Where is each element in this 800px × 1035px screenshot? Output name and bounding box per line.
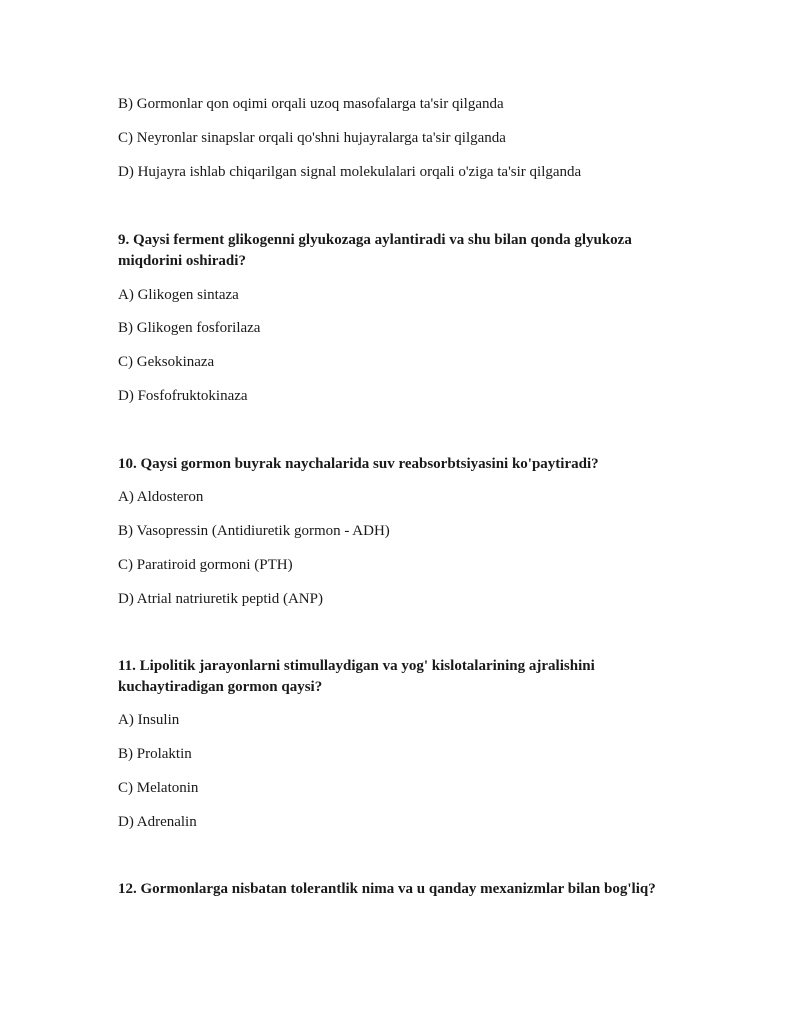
prev-option-b: B) Gormonlar qon oqimi orqali uzoq masofalarga ta'sir qilganda xyxy=(118,96,504,112)
question-11-option-d: D) Adrenalin xyxy=(118,814,197,830)
question-9-option-b: B) Glikogen fosforilaza xyxy=(118,320,261,336)
question-11-option-c: C) Melatonin xyxy=(118,780,199,796)
prev-option-c: C) Neyronlar sinapslar orqali qo'shni hujayralarga ta'sir qilganda xyxy=(118,130,506,146)
question-10-option-a: A) Aldosteron xyxy=(118,489,204,505)
prev-option-d: D) Hujayra ishlab chiqarilgan signal molekulalari orqali o'ziga ta'sir qilganda xyxy=(118,164,582,180)
question-9-option-d: D) Fosfofruktokinaza xyxy=(118,388,248,404)
question-10-title: 10. Qaysi gormon buyrak naychalarida suv reabsorbtsiyasini ko'paytiradi? xyxy=(118,456,599,472)
question-12-title: 12. Gormonlarga nisbatan tolerantlik nima va u qanday mexanizmlar bilan bog'liq? xyxy=(118,881,656,897)
question-9-option-c: C) Geksokinaza xyxy=(118,354,215,370)
question-11-option-b: B) Prolaktin xyxy=(118,746,192,762)
question-9-title-line-2: miqdorini oshiradi? xyxy=(118,253,246,269)
question-10-option-b: B) Vasopressin (Antidiuretik gormon - ADH) xyxy=(118,523,390,539)
question-11-title-line-2: kuchaytiradigan gormon qaysi? xyxy=(118,679,323,695)
question-11-option-a: A) Insulin xyxy=(118,712,180,728)
question-10-option-c: C) Paratiroid gormoni (PTH) xyxy=(118,557,293,573)
question-11-title-line-1: 11. Lipolitik jarayonlarni stimullaydigan va yog' kislotalarining ajralishini xyxy=(118,658,595,674)
question-9-title-line-1: 9. Qaysi ferment glikogenni glyukozaga aylantiradi va shu bilan qonda glyukoza xyxy=(118,232,632,248)
question-10-option-d: D) Atrial natriuretik peptid (ANP) xyxy=(118,591,323,607)
question-9-option-a: A) Glikogen sintaza xyxy=(118,287,239,303)
